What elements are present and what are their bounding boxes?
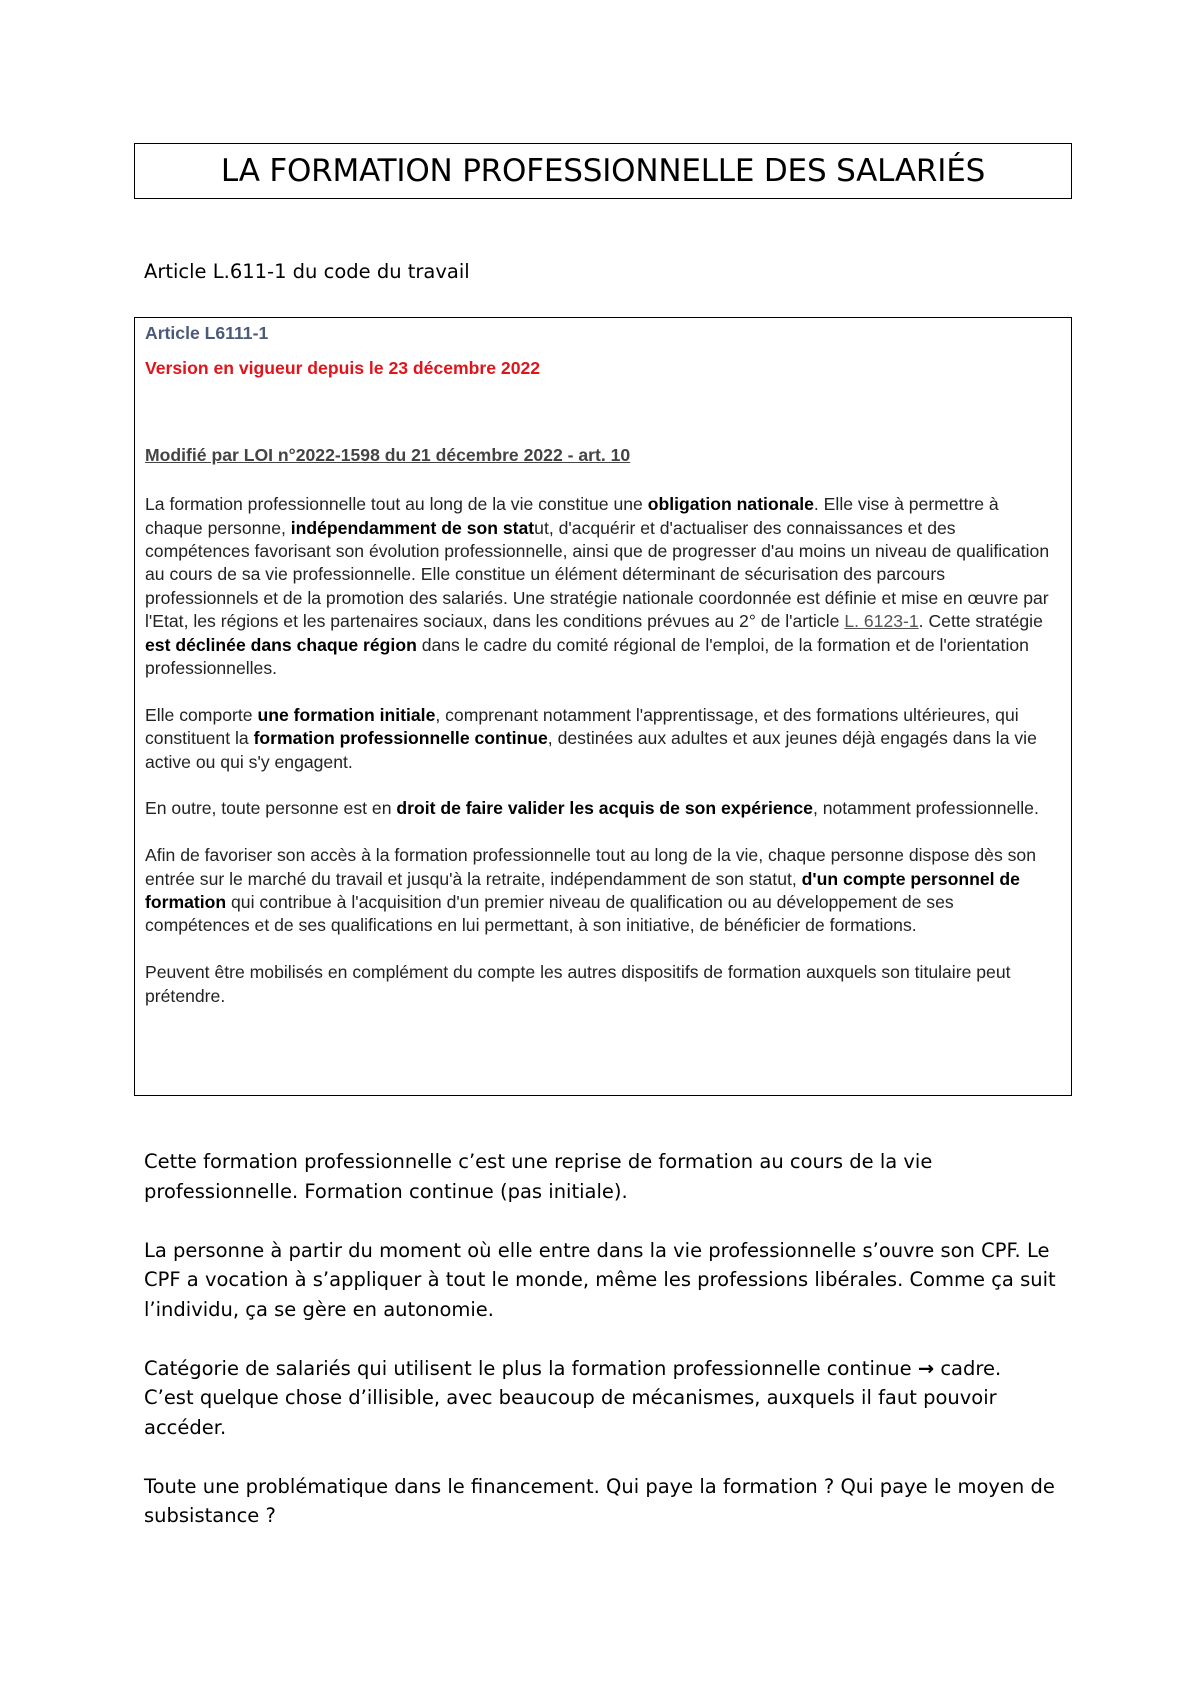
note-paragraph-4: Toute une problématique dans le financement. Qui paye la formation ? Qui paye le moyen de subsistance ?: [144, 1474, 1055, 1527]
article-paragraph-5: Peuvent être mobilisés en complément du compte les autres dispositifs de formation auxquels son titulaire peut prétendre.: [145, 962, 1011, 1006]
note-paragraph-1: Cette formation professionnelle c’est une reprise de formation au cours de la vie professionnelle. Formation continue (pas initiale).: [144, 1150, 933, 1203]
page-title: LA FORMATION PROFESSIONNELLE DES SALARIÉS: [220, 153, 986, 189]
article-paragraph-2: Elle comporte une formation initiale, comprenant notamment l'apprentissage, et des formations ultérieures, qui constituent la formation professionnelle continue, destinées aux adultes et aux jeunes déjà engagés dans la vie active ou qui s'y engagent.: [145, 704, 1037, 772]
article-paragraph-3: En outre, toute personne est en droit de faire valider les acquis de son expérience, notamment professionnelle.: [145, 798, 1039, 819]
note-paragraph-3: Catégorie de salariés qui utilisent le plus la formation professionnelle continue → cadre. C’est quelque chose d’illisible, avec beaucoup de mécanismes, auxquels il faut pouvoir accéder.: [144, 1356, 1002, 1439]
article-reference-link[interactable]: L. 6123-1: [844, 611, 919, 632]
note-paragraph-2: La personne à partir du moment où elle entre dans la vie professionnelle s’ouvre son CPF. Le CPF a vocation à s’appliquer à tout le monde, même les professions libérales. Comme ça suit l’individu, ça se gère en autonomie.: [144, 1238, 1056, 1321]
article-version: Version en vigueur depuis le 23 décembre 2022: [145, 358, 541, 379]
article-number: Article L6111-1: [145, 323, 269, 343]
article-box: [134, 317, 1072, 1096]
article-modified-by-link[interactable]: Modifié par LOI n°2022-1598 du 21 décembre 2022 - art. 10: [145, 444, 631, 465]
title-box: [134, 143, 1072, 199]
arrow-right-icon: →: [917, 1356, 935, 1380]
notes-section: [144, 1147, 1084, 1560]
article-paragraph-1: La formation professionnelle tout au long de la vie constitue une obligation nationale. Elle vise à permettre à chaque personne, indépendamment de son statut, d'acquérir et d'actualiser des connaissances et des compétences favorisant son évolution professionnelle, ainsi que de progresser d'au moins un niveau de qualification au cours de sa vie professionnelle. Elle constitue un élément déterminant de sécurisation des parcours professionnels et de la promotion des salariés. Une stratégie nationale coordonnée est définie et mise en œuvre par l'Etat, les régions et les partenaires sociaux, dans les conditions prévues au 2° de l'article L. 6123-1. Cette stratégie est déclinée dans chaque région dans le cadre du comité régional de l'emploi, de la formation et de l'orientation professionnelles.: [145, 494, 1050, 679]
subtitle: Article L.611-1 du code du travail: [144, 260, 470, 283]
article-paragraph-4: Afin de favoriser son accès à la formation professionnelle tout au long de la vie, chaque personne dispose dès son entrée sur le marché du travail et jusqu'à la retraite, indépendamment de son statut, d'un compte personnel de formation qui contribue à l'acquisition d'un premier niveau de qualification ou au développement de ses compétences et de ses qualifications en lui permettant, à son initiative, de bénéficier de formations.: [145, 845, 1036, 936]
